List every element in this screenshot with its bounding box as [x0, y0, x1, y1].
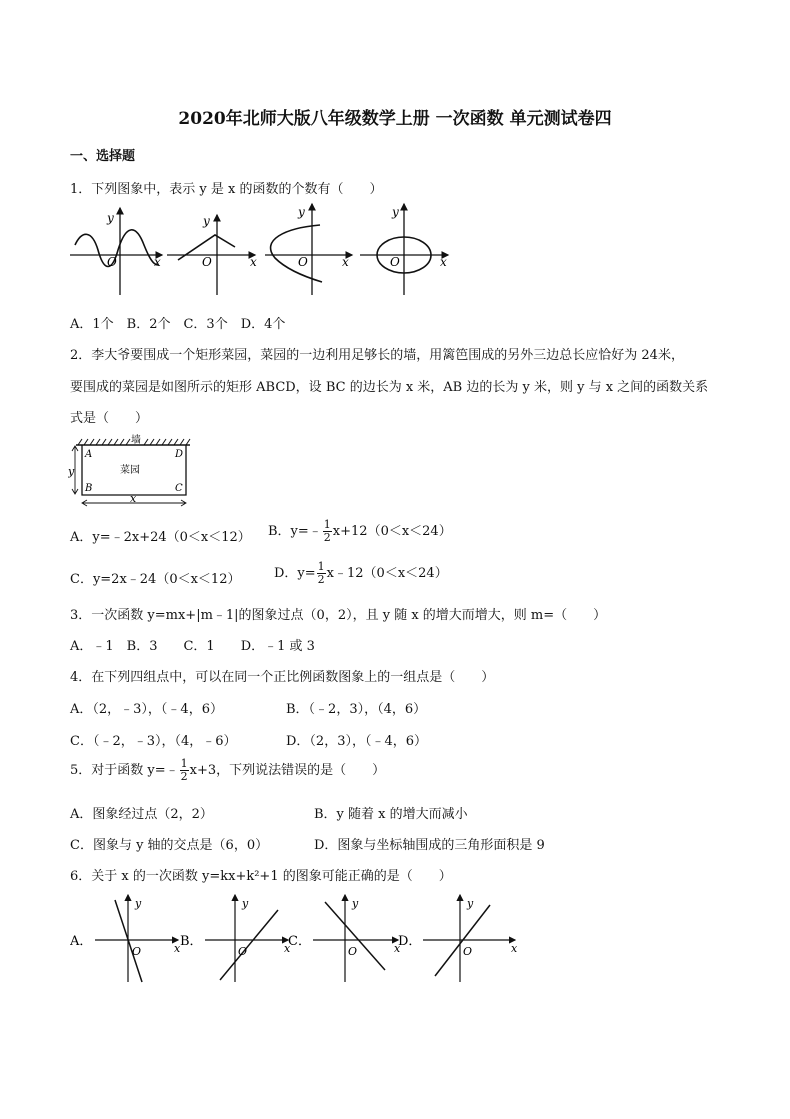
- question-2-option-b: [268, 519, 452, 544]
- q6-label-d: D．: [398, 934, 422, 949]
- graph-3-origin: O: [298, 255, 308, 269]
- question-1-options: A．1个 B．2个 C．3个 D．4个: [70, 317, 286, 332]
- question-4-option-d: D．（2，3），（﹣4，6）: [286, 734, 428, 749]
- graph-3-x-label: x: [342, 255, 349, 269]
- q6-d-y: y: [467, 897, 474, 910]
- fraction-num: 1: [323, 518, 331, 531]
- q5-prefix: 5．对于函数 y=﹣: [70, 763, 179, 778]
- graph-1-origin: O: [107, 255, 117, 269]
- option-b-prefix: B．y=﹣: [268, 524, 322, 539]
- option-d-suffix: x﹣12（0＜x＜24）: [326, 566, 448, 581]
- q6-a-x: x: [174, 942, 181, 955]
- vertex-a: A: [85, 449, 93, 460]
- dimension-x: x: [130, 492, 137, 505]
- q6-b-x: x: [284, 942, 291, 955]
- graph-4-x-label: x: [440, 255, 447, 269]
- vertex-b: B: [85, 483, 93, 494]
- wall-label: 墙: [131, 435, 141, 446]
- graph-3-y-label: y: [298, 205, 305, 219]
- question-5-option-a: A．图象经过点（2，2）: [70, 807, 213, 822]
- graph-1-x-label: x: [154, 255, 161, 269]
- q6-c-y: y: [352, 897, 359, 910]
- question-5-option-b: B．y 随着 x 的增大而减小: [314, 807, 468, 822]
- q5-suffix: x+3，下列说法错误的是（ ）: [189, 763, 386, 778]
- vertex-c: C: [175, 483, 183, 494]
- graph-4-origin: O: [390, 255, 400, 269]
- graph-4-ellipse: [360, 204, 448, 295]
- dimension-y: y: [68, 465, 75, 478]
- question-4-stem: 4．在下列四组点中，可以在同一个正比例函数图象上的一组点是（ ）: [70, 670, 495, 685]
- q6-a-y: y: [135, 897, 142, 910]
- q6-graph-c: [313, 895, 401, 982]
- question-2-option-d: [274, 561, 448, 586]
- question-1-stem: 1．下列图象中，表示 y 是 x 的函数的个数有（ ）: [70, 182, 383, 197]
- q6-c-o: O: [348, 945, 358, 958]
- graph-2-origin: O: [202, 255, 212, 269]
- question-4-option-c: C．（﹣2，﹣3），（4，﹣6）: [70, 734, 237, 749]
- graph-2-y-label: y: [203, 214, 210, 228]
- q6-d-x: x: [511, 942, 518, 955]
- question-6-graphs: [70, 890, 530, 985]
- fraction-half: [317, 561, 326, 586]
- fraction-den: 2: [180, 770, 188, 783]
- q6-b-y: y: [242, 897, 249, 910]
- q6-b-o: O: [238, 945, 248, 958]
- q6-a-o: O: [132, 945, 142, 958]
- q6-label-c: C．: [288, 934, 311, 949]
- question-5-stem: [70, 758, 385, 783]
- question-4-option-b: B．（﹣2，3），（4，6）: [286, 702, 427, 717]
- question-2-line-3: 式是（ ）: [70, 411, 149, 426]
- question-6-stem: 6．关于 x 的一次函数 y=kx+k²+1 的图象可能正确的是（ ）: [70, 869, 452, 884]
- vertex-d: D: [175, 449, 184, 460]
- section-heading: 一、选择题: [70, 149, 136, 164]
- question-3-stem: 3．一次函数 y=mx+|m﹣1|的图象过点（0，2），且 y 随 x 的增大而增大，则 m=（ ）: [70, 608, 607, 623]
- q6-c-x: x: [394, 942, 401, 955]
- fraction-den: 2: [323, 531, 331, 544]
- q6-d-o: O: [463, 945, 473, 958]
- option-d-prefix: D．y=: [274, 566, 316, 581]
- question-2-option-c: C．y=2x﹣24（0＜x＜12）: [70, 572, 241, 587]
- graph-1-sine: [70, 208, 162, 295]
- q6-label-a: A．: [70, 934, 93, 949]
- question-2-line-1: 2．李大爷要围成一个矩形菜园，菜园的一边利用足够长的墙，用篱笆围成的另外三边总长应恰好为 24米，: [70, 348, 684, 363]
- graph-2-x-label: x: [250, 255, 257, 269]
- graph-2-broken-line: [167, 214, 257, 295]
- fraction-num: 1: [180, 757, 188, 770]
- question-5-option-c: C．图象与 y 轴的交点是（6，0）: [70, 838, 269, 853]
- graph-3-parabola: [265, 204, 352, 295]
- fraction-half: [180, 758, 189, 783]
- question-3-options: A．﹣1 B．3 C．1 D．﹣1 或 3: [70, 639, 315, 654]
- question-2-garden-figure: [68, 433, 198, 508]
- fraction-num: 1: [317, 560, 325, 573]
- q6-label-b: B．: [180, 934, 203, 949]
- question-2-option-a: A．y=﹣2x+24（0＜x＜12）: [70, 530, 251, 545]
- question-5-option-d: D．图象与坐标轴围成的三角形面积是 9: [314, 838, 545, 853]
- garden-label: 菜园: [120, 465, 140, 476]
- q6-graph-a: [95, 895, 181, 982]
- option-b-suffix: x+12（0＜x＜24）: [332, 524, 452, 539]
- question-2-line-2: 要围成的菜园是如图所示的矩形 ABCD，设 BC 的边长为 x 米，AB 边的长为 y 米，则 y 与 x 之间的函数关系: [70, 380, 709, 395]
- fraction-den: 2: [317, 573, 325, 586]
- page-title: 2020年北师大版八年级数学上册 一次函数 单元测试卷四: [178, 109, 612, 129]
- question-1-graphs: [70, 200, 470, 300]
- q6-graph-b: [205, 895, 291, 982]
- question-4-option-a: A．（2，﹣3），（﹣4，6）: [70, 702, 223, 717]
- graph-1-y-label: y: [107, 211, 114, 225]
- q6-graph-d: [423, 895, 518, 982]
- graph-4-y-label: y: [392, 205, 399, 219]
- fraction-half: [323, 519, 332, 544]
